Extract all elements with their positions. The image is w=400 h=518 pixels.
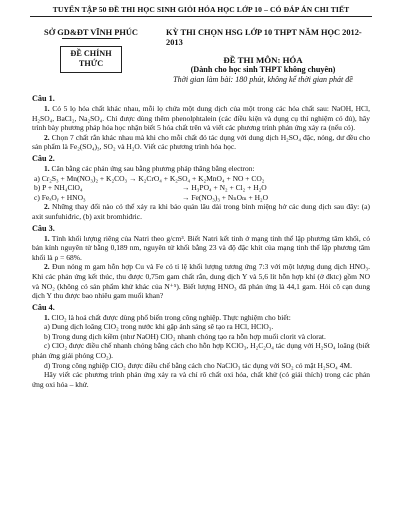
question-3-title: Câu 3. (32, 223, 55, 233)
part-number: 2. (44, 132, 50, 142)
equation-products: → H₃PO₄ + N₂ + Cl₂ + H₂O (182, 183, 267, 193)
part-number: 2. (44, 262, 50, 272)
department-name: SỞ GD&ĐT VĨNH PHÚC (44, 28, 138, 37)
question-2-title: Câu 2. (32, 153, 55, 163)
equation-reactants: c) FeₓOᵧ + HNO₃ (34, 192, 86, 202)
question-4-item-d: d) Trong công nghiệp ClO₂ được điều chế bằng cách cho NaClO₃ tác dụng với SO₂ có mặt H₂SO₄ 4M. (44, 360, 352, 370)
department-underline (62, 38, 120, 39)
part-number: 1. (44, 233, 50, 243)
part-text: Đun nóng m gam hỗn hợp Cu và Fe có tỉ lệ khối lượng tương ứng 7:3 với một lượng dung dịch HNO₃. Khi các phản ứng kết thúc, thu được 0,75m gam chất rắn, dung dịch Y và 5,6 lít hỗn hợp khí (ở đktc) gồm NO và NO₂ (không có sản phẩm khử khác của N⁺⁵). Biết lượng HNO₃ đã phản ứng là 44,1 gam. Hỏi cô cạn dung dịch Y thu được bao nhiêu gam muối khan? (32, 262, 370, 301)
exam-audience: (Dành cho học sinh THPT không chuyên) (190, 65, 336, 74)
exam-header (32, 28, 370, 85)
exam-title-line-1: KỲ THI CHỌN HSG LỚP 10 THPT NĂM HỌC 2012- (166, 28, 362, 37)
question-1-title: Câu 1. (32, 94, 55, 103)
collection-banner: TUYỂN TẬP 50 ĐỀ THI HỌC SINH GIỎI HÓA HỌC LỚP 10 – CÓ ĐÁP ÁN CHI TIẾT (30, 5, 372, 17)
equation-b (34, 183, 370, 193)
equation-text: a) Cr₂S₃ + Mn(NO₃)₂ + K₂CO₃ → K₂CrO₄ + K₂SO₄ + K₂MnO₄ + NO + CO₂ (34, 173, 265, 183)
exam-subject: ĐỀ THI MÔN: HÓA (223, 55, 303, 65)
question-4-item-c: c) ClO₂ được điều chế nhanh chóng bằng cách cho hỗn hợp KClO₃, H₂C₂O₄ tác dụng với H₂SO₄ loãng (biết phản ứng giải phóng CO₂). (32, 341, 370, 361)
question-4-item-a: a) Dung dịch loãng ClO₂ trong nước khi gặp ánh sáng sẽ tạo ra HCl, HClO₃. (44, 322, 274, 332)
header-right (150, 28, 370, 85)
question-2-part-2 (32, 202, 370, 221)
question-3-part-2 (32, 262, 370, 300)
part-text: Có 5 lọ hóa chất khác nhau, mỗi lọ chứa một dung dịch của một trong các hóa chất sau: NaOH, HCl, H₂SO₄, BaCl₂, Na₂SO₄. Chỉ được dùng thêm phenolphtalein (các điều kiện và dụng cụ thí nghiệm có đủ), hãy trình bày phương pháp hóa học nhận biết 5 hóa chất trên và viết các phương trình phản ứng xảy ra (nếu có). (32, 104, 371, 133)
part-number: 1. (44, 312, 50, 322)
exam-body (32, 94, 370, 389)
part-text: Những thay đổi nào có thể xảy ra khi bảo quản lâu dài trong bình miệng hở các dung dịch sau đây: (a) axit sunfuhiđric, (b) axit bromhiđric. (32, 202, 370, 221)
equation-reactants: b) P + NH₄ClO₄ (34, 183, 83, 193)
question-4-item-b: b) Trong dung dịch kiềm (như NaOH) ClO₂ nhanh chóng tạo ra hỗn hợp muối clorit và clorat. (44, 331, 326, 341)
question-4-title: Câu 4. (32, 302, 55, 312)
equation-a (34, 174, 370, 184)
part-number: 2. (44, 202, 50, 212)
part-text: ClO₂ là hoá chất được dùng phổ biến trong công nghiệp. Thực nghiệm cho biết: (51, 312, 291, 322)
exam-time: Thời gian làm bài: 180 phút, không kể thời gian phát đề (173, 75, 353, 84)
equation-c (34, 193, 370, 203)
question-1-part-1 (32, 104, 370, 133)
question-2-part-1-intro (32, 164, 370, 174)
part-text: Chọn 7 chất rắn khác nhau mà khi cho mỗi chất đó tác dụng với dung dịch H₂SO₄ đặc, nóng, dư đều cho sản phẩm là Fe₂(SO₄)₃, SO₂ và H₂O. Viết các phương trình hóa học. (32, 132, 371, 152)
question-3-part-1 (32, 234, 370, 263)
question-4-outro: Hãy viết các phương trình phản ứng xảy ra và chỉ rõ chất oxi hóa, chất khử (có giải thích) trong các phản ứng oxi hóa – khử. (32, 370, 370, 389)
part-text: Tính khối lượng riêng của Natri theo g/cm³. Biết Natri kết tinh ở mạng tinh thể lập phương tâm khối, có bán kính nguyên tử bằng 0,189 nm, nguyên tử khối bằng 23 và độ đặc khít của mạng tinh thể lập phương tâm khối là ρ = 68%. (32, 233, 370, 262)
part-text: Cân bằng các phản ứng sau bằng phương pháp thăng bằng electron: (51, 163, 255, 173)
header-left (32, 28, 150, 85)
official-line-2: THỨC (78, 59, 104, 68)
exam-title-line-2: 2013 (166, 38, 183, 47)
part-number: 1. (44, 104, 50, 113)
part-number: 1. (44, 163, 50, 173)
question-4-intro (32, 313, 370, 323)
official-line-1: ĐỀ CHÍNH (70, 49, 112, 58)
equation-products: → Fe(NO₃)₃ + NₙOₘ + H₂O (182, 192, 269, 202)
question-1-part-2 (32, 133, 370, 152)
official-exam-box (60, 46, 122, 73)
